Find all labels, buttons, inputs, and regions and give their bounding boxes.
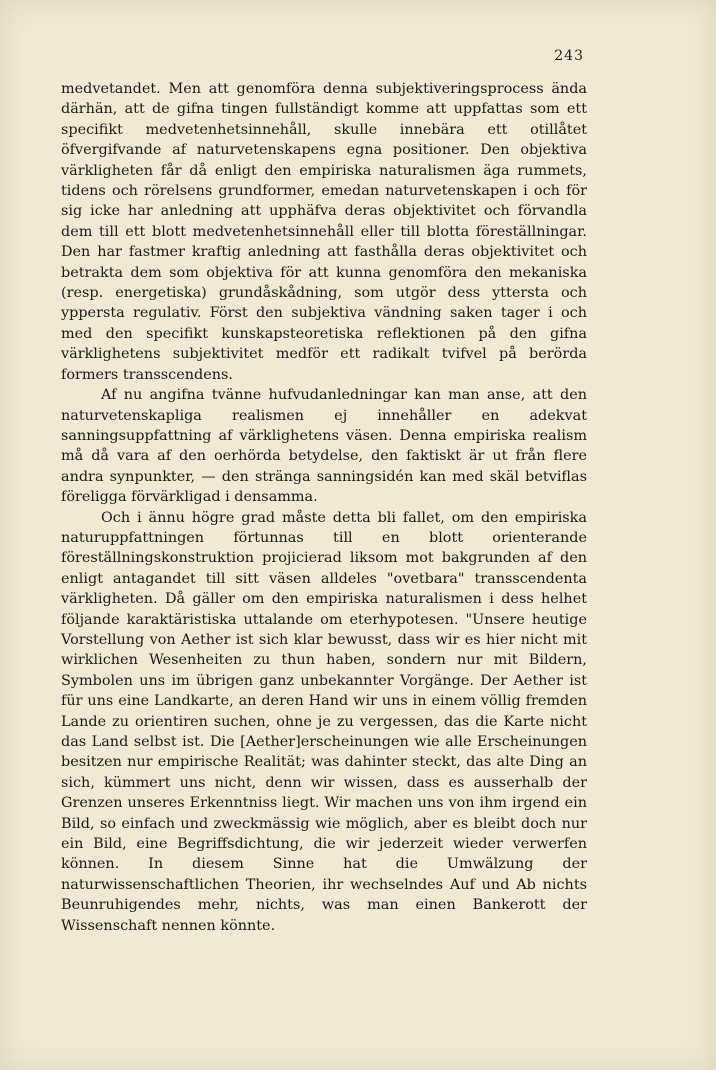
paragraph-1: medvetandet. Men att genomföra denna subjektiveringsprocess ända därhän, att de gifna tingen fullständigt komme att uppfattas som ett specifikt medvetenhetsinnehåll, skulle innebära ett otillåtet öfvergifvande af naturvetenskapens egna positioner. Den objektiva värkligheten får då enligt den empiriska naturalismen äga rummets, tidens och rörelsens grundformer, emedan naturvetenskapen i och för sig icke har anledning att upphäfva deras objektivitet och förvandla dem till ett blott medvetenhetsinnehåll eller till blotta föreställningar. Den har fastmer kraftig anledning att fasthålla deras objektivitet och betrakta dem som objektiva för att kunna genomföra den mekaniska (resp. energetiska) grundåskådning, som utgör dess yttersta och yppersta regulativ. Först den subjektiva vändning saken tager i och med den specifikt kunskapsteoretiska reflektionen på den gifna värklighetens subjektivitet medför ett radikalt tvifvel på berörda formers transscendens.: [61, 81, 587, 383]
paragraph-2: Af nu angifna tvänne hufvudanledningar kan man anse, att den naturvetenskapliga realismen ej innehåller en adekvat sanningsuppfattning af värklighetens väsen. Denna empiriska realism må då vara af den oerhörda betydelse, den faktiskt är ut från flere andra synpunkter, — den stränga sanningsidén kan med skäl betviflas föreligga förvärkligad i densamma.: [61, 387, 587, 506]
paragraph-3: Och i ännu högre grad måste detta bli fallet, om den empiriska naturuppfattningen förtunnas till en blott orienterande föreställningskonstruktion projicierad liksom mot bakgrunden af den enligt antagandet till sitt väsen alldeles "ovetbara" transscendenta värkligheten. Då gäller om den empiriska naturalismen i dess helhet följande karaktäristiska uttalande om eterhypotesen. "Unsere heutige Vorstellung von Aether ist sich klar bewusst, dass wir es hier nicht mit wirklichen Wesenheiten zu thun haben, sondern nur mit Bildern, Symbolen uns im übrigen ganz unbekannter Vorgänge. Der Aether ist für uns eine Landkarte, an deren Hand wir uns in einem völlig fremden Lande zu orientiren suchen, ohne je zu vergessen, das die Karte nicht das Land selbst ist. Die [Aether]erscheinungen wie alle Erscheinungen besitzen nur empirische Realität; was dahinter steckt, das alte Ding an sich, kümmert uns nicht, denn wir wissen, dass es ausserhalb der Grenzen unseres Erkenntniss liegt. Wir machen uns von ihm irgend ein Bild, so einfach und zweckmässig wie möglich, aber es bleibt doch nur ein Bild, eine Begriffsdichtung, die wir jederzeit wieder verwerfen können. In diesem Sinne hat die Umwälzung der naturwissenschaftlichen Theorien, ihr wechselndes Auf und Ab nichts Beunruhigendes mehr, nichts, was man einen Bankerott der Wissenschaft nennen könnte.: [61, 509, 587, 934]
page-number: 243: [554, 48, 584, 64]
body-text: [61, 79, 587, 936]
